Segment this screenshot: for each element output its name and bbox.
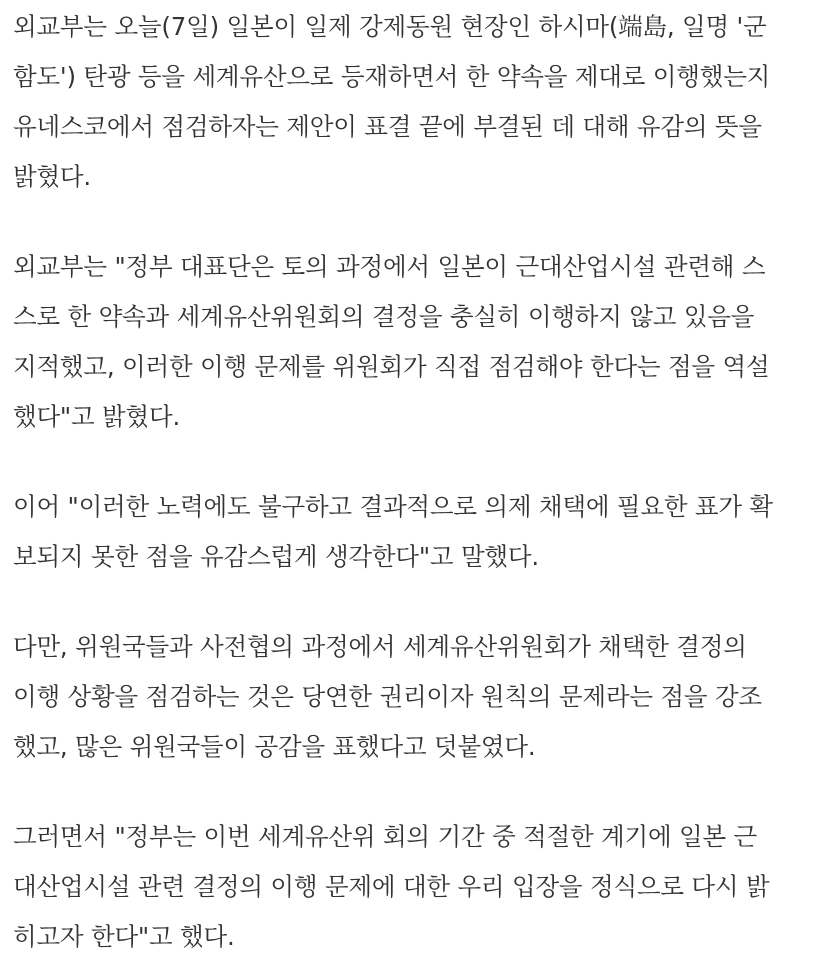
- text-line: 했다"고 밝혔다.: [13, 402, 181, 431]
- text-line: 외교부는 오늘(7일) 일본이 일제 강제동원 현장인 하시마(端島, 일명 '군: [13, 12, 767, 41]
- text-line: 함도') 탄광 등을 세계유산으로 등재하면서 한 약속을 제대로 이행했는지: [13, 62, 771, 91]
- paragraph: [13, 240, 828, 440]
- paragraph: [13, 480, 828, 580]
- paragraph-gap: [13, 440, 828, 480]
- paragraph-gap: [13, 770, 828, 810]
- paragraph: [13, 810, 828, 960]
- text-line: 스로 한 약속과 세계유산위원회의 결정을 충실히 이행하지 않고 있음을: [13, 302, 755, 331]
- paragraph: [13, 0, 828, 200]
- text-line: 밝혔다.: [13, 162, 91, 191]
- text-line: 보되지 못한 점을 유감스럽게 생각한다"고 말했다.: [13, 542, 539, 571]
- text-line: 했고, 많은 위원국들이 공감을 표했다고 덧붙였다.: [13, 732, 536, 761]
- paragraph-gap: [13, 200, 828, 240]
- text-line: 지적했고, 이러한 이행 문제를 위원회가 직접 점검해야 한다는 점을 역설: [13, 352, 770, 381]
- text-line: 다만, 위원국들과 사전협의 과정에서 세계유산위원회가 채택한 결정의: [13, 632, 747, 661]
- text-line: 외교부는 "정부 대표단은 토의 과정에서 일본이 근대산업시설 관련해 스: [13, 252, 766, 281]
- text-line: 이행 상황을 점검하는 것은 당연한 권리이자 원칙의 문제라는 점을 강조: [13, 682, 762, 711]
- article-body: [13, 0, 828, 960]
- text-line: 유네스코에서 점검하자는 제안이 표결 끝에 부결된 데 대해 유감의 뜻을: [13, 112, 762, 141]
- paragraph-gap: [13, 580, 828, 620]
- text-line: 대산업시설 관련 결정의 이행 문제에 대한 우리 입장을 정식으로 다시 밝: [13, 872, 770, 901]
- paragraph: [13, 620, 828, 770]
- text-line: 히고자 한다"고 했다.: [13, 922, 235, 951]
- text-line: 이어 "이러한 노력에도 불구하고 결과적으로 의제 채택에 필요한 표가 확: [13, 492, 773, 521]
- text-line: 그러면서 "정부는 이번 세계유산위 회의 기간 중 적절한 계기에 일본 근: [13, 822, 758, 851]
